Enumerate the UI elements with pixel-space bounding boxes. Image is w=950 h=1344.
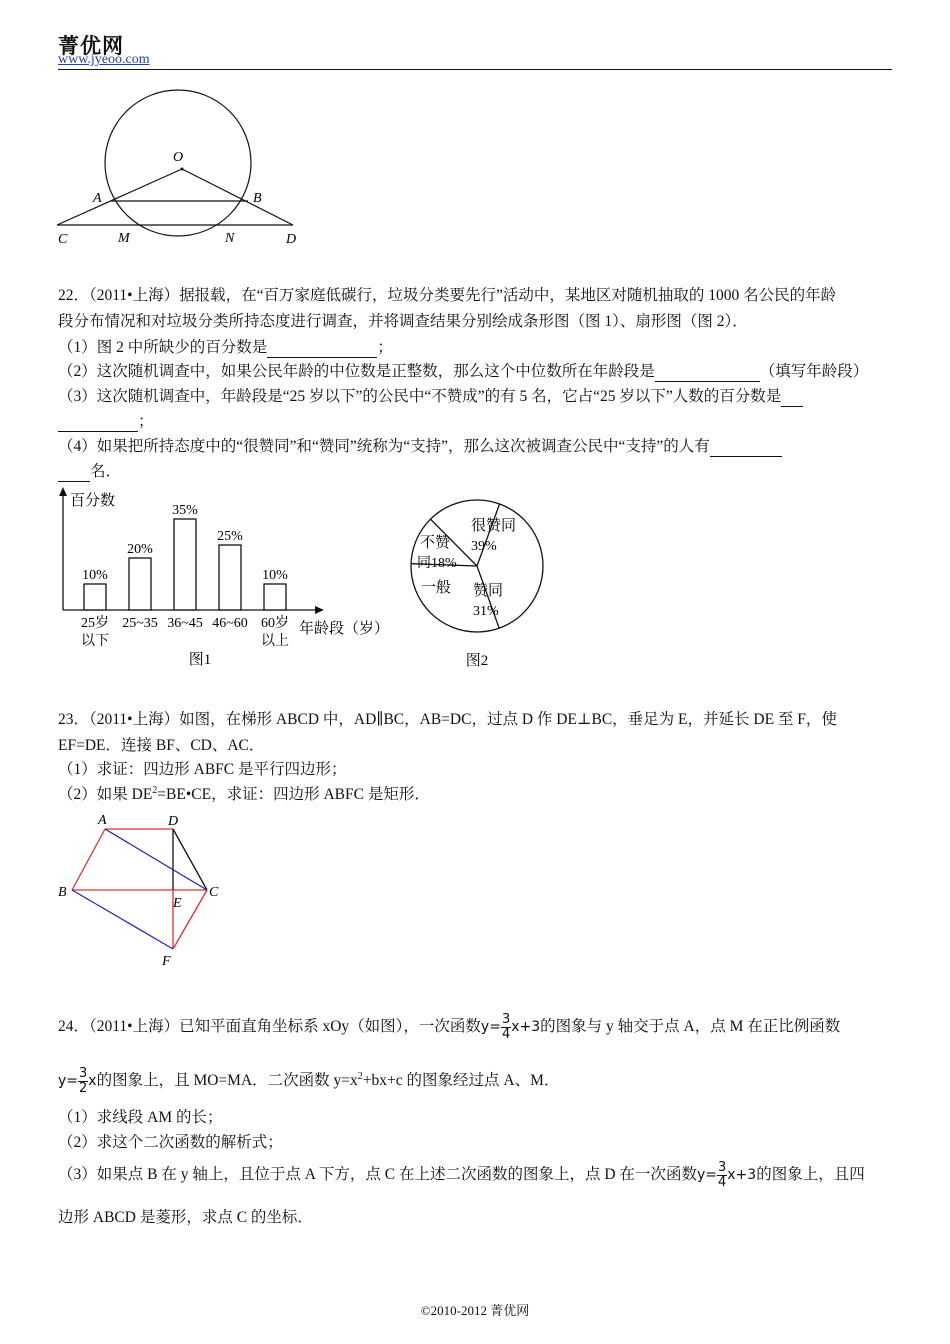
x-axis-arrow	[315, 606, 324, 614]
x-tick-label: 25~35	[122, 616, 158, 631]
segment-ac	[105, 829, 207, 890]
q23-part2-text-a: （2）如果 DE	[58, 786, 153, 803]
answer-blank-1[interactable]	[267, 339, 377, 358]
bar-value-label: 20%	[127, 542, 153, 557]
formula-linear-repeat-numerator: 3	[717, 1159, 727, 1175]
pie-chart-figure2	[405, 492, 555, 677]
q23-part2-text-b: =BE•CE，求证：四边形 ABFC 是矩形．	[157, 786, 430, 803]
slice-label-neutral: 一般	[421, 580, 452, 596]
circle-figure	[50, 85, 310, 255]
line-co	[57, 169, 182, 225]
q22-part2-end: （填写年龄段）	[759, 363, 869, 380]
formula-linear-repeat	[696, 1159, 757, 1190]
formula-linear-fraction	[501, 1013, 511, 1042]
label-a: A	[93, 191, 102, 206]
slice-label-very-agree: 很赞同	[471, 518, 517, 534]
label-c: C	[209, 885, 219, 900]
x-tick-label: 46~60	[212, 616, 248, 631]
formula-linear-repeat-prefix: y=	[696, 1167, 717, 1183]
label-d: D	[168, 814, 179, 829]
slice-label-agree: 赞同	[473, 583, 504, 599]
y-axis-label: 百分数	[70, 493, 116, 509]
answer-blank-2[interactable]	[655, 363, 760, 382]
q24-stem-text-d: +bx+c 的图象经过点 A、M．	[362, 1072, 560, 1090]
formula-proportional-fraction	[78, 1067, 88, 1096]
figure2-caption: 图2	[465, 653, 489, 669]
bars	[81, 503, 289, 649]
q22-part4-end: 名．	[90, 463, 122, 480]
label-a: A	[98, 813, 107, 828]
q22-stem-line2: 段分布情况和对垃圾分类所持态度进行调查，并将调查结果分别绘成条形图（图 1）、扇形图（图 2）．	[58, 313, 748, 330]
bar	[264, 584, 286, 610]
bar	[129, 558, 151, 610]
answer-blank-4a[interactable]	[710, 438, 782, 457]
site-logo: 菁优网	[58, 34, 124, 58]
x-tick-label: 36~45	[167, 616, 203, 631]
formula-linear-suffix: x+3	[511, 1019, 541, 1035]
label-m: M	[118, 231, 130, 246]
line-od	[182, 169, 293, 225]
x-tick-label: 以上	[261, 634, 289, 649]
slice-pct-very-agree: 39%	[471, 539, 497, 554]
label-b: B	[58, 885, 67, 900]
q24-stem-text-a: 24．（2011•上海）已知平面直角坐标系 xOy（如图），一次函数	[58, 1018, 481, 1035]
y-axis-arrow	[59, 487, 67, 496]
q23-part2	[58, 782, 430, 804]
q23-part1: （1）求证：四边形 ABFC 是平行四边形；	[58, 761, 347, 778]
formula-linear-denominator: 4	[501, 1026, 511, 1042]
q24-stem-text-c: 的图象上，且 MO=MA．二次函数 y=x	[96, 1072, 358, 1090]
x-tick-label: 以下	[81, 634, 109, 649]
figure1-caption: 图1	[188, 652, 212, 668]
q22-stem-line1: 22．（2011•上海）据报载，在“百万家庭低碳行，垃圾分类要先行”活动中，某地区对随机抽取的 1000 名公民的年龄	[58, 287, 837, 304]
label-c: C	[58, 232, 68, 247]
bar-value-label: 10%	[82, 568, 108, 583]
q23-stem-line1: 23．（2011•上海）如图，在梯形 ABCD 中，AD∥BC，AB=DC，过点 D 作 DE⊥BC，垂足为 E，并延长 DE 至 F，使	[58, 711, 837, 728]
q22-part2-text: （2）这次随机调查中，如果公民年龄的中位数是正整数，那么这个中位数所在年龄段是	[58, 363, 655, 380]
formula-linear-repeat-suffix: x+3	[727, 1167, 757, 1183]
x-tick-label: 60岁	[261, 616, 289, 631]
segment-bf	[72, 890, 173, 949]
bar-value-label: 35%	[172, 503, 198, 518]
x-axis-label: 年龄段（岁）	[299, 621, 390, 637]
formula-linear-numerator: 3	[501, 1011, 511, 1027]
q24-part3-text-a: （3）如果点 B 在 y 轴上，且位于点 A 下方，点 C 在上述二次函数的图象上，点 D 在一次函数	[58, 1166, 697, 1183]
bar-value-label: 25%	[217, 529, 243, 544]
bar-value-label: 10%	[262, 568, 288, 583]
label-e: E	[173, 896, 182, 911]
q22-part1-end: ；	[377, 339, 393, 356]
answer-blank-4b[interactable]	[58, 463, 90, 482]
formula-linear-repeat-fraction	[717, 1161, 727, 1190]
formula-linear	[480, 1011, 541, 1042]
site-url-link[interactable]: www.jyeoo.com	[58, 52, 150, 67]
page-footer: ©2010-2012 菁优网	[420, 1303, 530, 1318]
header-rule	[58, 69, 892, 70]
formula-linear-prefix: y=	[480, 1019, 501, 1035]
q24-part2: （2）求这个二次函数的解析式；	[58, 1134, 283, 1151]
segment-ab	[72, 829, 105, 890]
q24-stem-line1	[58, 1012, 840, 1042]
q24-part3-cont: 边形 ABCD 是菱形，求点 C 的坐标．	[58, 1209, 313, 1226]
formula-proportional-prefix: y=	[58, 1073, 79, 1090]
q22-part1	[58, 335, 393, 358]
q24-exponent: 2	[357, 1071, 363, 1082]
q22-part3-text: （3）这次随机调查中，年龄段是“25 岁以下”的公民中“不赞成”的有 5 名，它占“25 岁以下”人数的百分数是	[58, 388, 782, 405]
q22-part4-text: （4）如果把所持态度中的“很赞同”和“赞同”统称为“支持”，那么这次被调查公民中“支持”的人有	[58, 438, 710, 455]
q24-part3	[58, 1160, 865, 1190]
bar-chart-figure1	[50, 484, 400, 674]
formula-proportional	[58, 1065, 97, 1096]
answer-blank-3a[interactable]	[781, 388, 803, 407]
bar	[174, 519, 196, 610]
bar	[84, 584, 106, 610]
q22-part3	[58, 384, 803, 407]
label-d: D	[286, 232, 297, 247]
formula-proportional-denominator: 2	[79, 1080, 88, 1096]
q22-part3-end: ；	[138, 413, 154, 430]
segment-dc	[173, 829, 207, 890]
center-point	[181, 168, 184, 171]
formula-proportional-suffix: x	[88, 1073, 97, 1090]
q22-part4-cont	[58, 459, 121, 482]
x-tick-label: 25岁	[81, 616, 109, 631]
answer-blank-3b[interactable]	[58, 413, 138, 432]
q22-part4	[58, 434, 782, 457]
label-b: B	[253, 191, 262, 206]
q22-part1-text: （1）图 2 中所缺少的百分数是	[58, 339, 268, 356]
q24-part1: （1）求线段 AM 的长；	[58, 1109, 223, 1126]
slice-pct-agree: 31%	[473, 604, 499, 619]
q22-part2	[58, 359, 868, 382]
slice-pct-disagree: 同18%	[417, 556, 457, 571]
q24-part3-text-b: 的图象上，且四	[756, 1166, 865, 1183]
formula-linear-repeat-denominator: 4	[717, 1174, 727, 1190]
q23-part2-exponent: 2	[152, 784, 158, 796]
q24-stem-line2	[58, 1062, 559, 1096]
q23-stem-line2: EF=DE．连接 BF、CD、AC．	[58, 737, 265, 754]
label-n: N	[225, 231, 235, 246]
trapezoid-figure	[52, 810, 232, 970]
slice-label-disagree: 不赞	[420, 535, 451, 551]
q22-part3-cont	[58, 409, 154, 432]
formula-proportional-numerator: 3	[79, 1065, 88, 1081]
bar	[219, 545, 241, 610]
q24-stem-text-b: 的图象与 y 轴交于点 A，点 M 在正比例函数	[540, 1018, 841, 1035]
label-f: F	[162, 954, 171, 969]
label-o: O	[173, 150, 184, 165]
